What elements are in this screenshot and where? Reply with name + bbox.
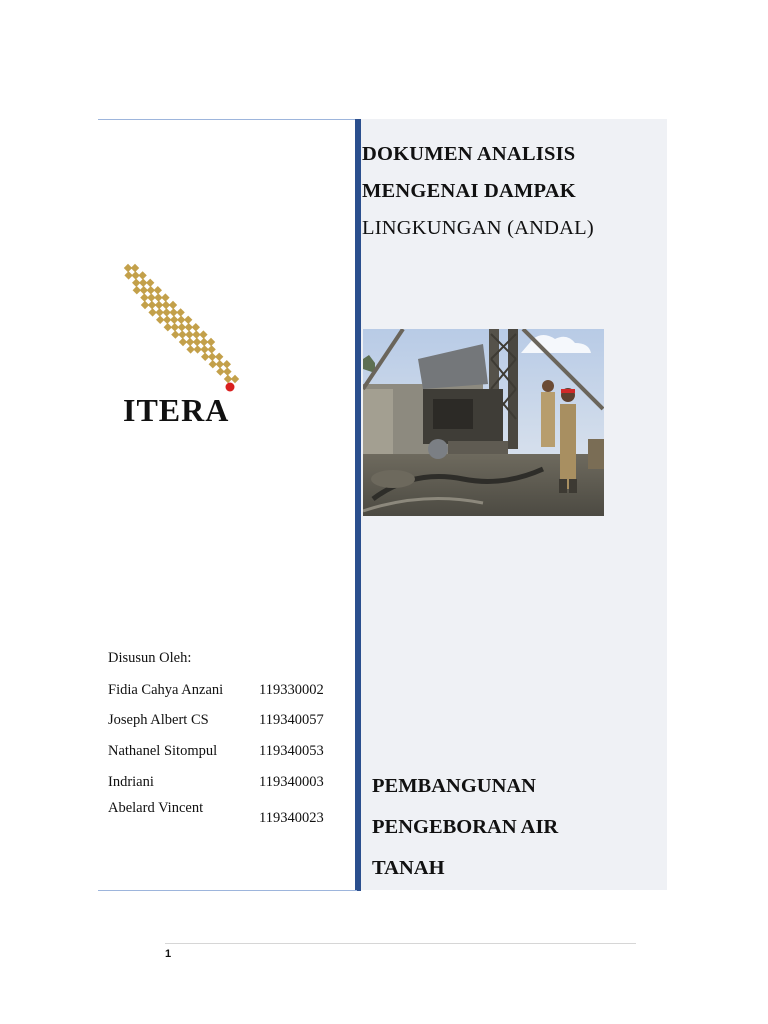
footer-rule: [165, 943, 636, 944]
author-id: 119340003: [259, 774, 324, 790]
logo-diamond: [192, 323, 200, 331]
subtitle-line-1: PEMBANGUNAN: [372, 775, 536, 797]
project-subtitle: [372, 766, 558, 889]
logo-diamond: [207, 338, 215, 346]
logo-diamond: [184, 316, 192, 324]
title-line-2: MENGENAI DAMPAK: [362, 180, 576, 202]
logo-diamond: [199, 330, 207, 338]
author-name: Fidia Cahya Anzani: [108, 682, 224, 698]
cover-bottom-rule: [98, 890, 357, 891]
subtitle-line-3: TANAH: [372, 857, 445, 879]
logo-diamond: [146, 279, 154, 287]
author-name: Indriani: [108, 774, 154, 790]
author-id: 119340057: [259, 712, 324, 728]
logo-diamond: [161, 293, 169, 301]
subtitle-line-2: PENGEBORAN AIR: [372, 816, 559, 838]
author-name: Nathanel Sitompul: [108, 743, 218, 759]
cover-top-rule: [98, 119, 357, 120]
logo-diamond: [215, 353, 223, 361]
logo-diamond: [231, 375, 239, 383]
title-line-3: LINGKUNGAN (ANDAL): [362, 217, 594, 239]
drilling-site-photo: [363, 329, 604, 516]
logo-diamond: [223, 360, 231, 368]
author-id: 119340023: [259, 810, 324, 826]
logo-diamond: [223, 367, 231, 375]
institution-name: ITERA: [123, 392, 230, 428]
logo-diamond: [207, 345, 215, 353]
logo-red-dot: [226, 383, 235, 392]
author-name: Joseph Albert CS: [108, 712, 209, 728]
authors-heading: Disusun Oleh:: [108, 650, 192, 666]
document-title: [362, 136, 662, 247]
itera-logo-icon: [120, 258, 240, 398]
author-id: 119330002: [259, 682, 324, 698]
page-number: 1: [165, 948, 172, 960]
author-id: 119340053: [259, 743, 324, 759]
author-name: Abelard Vincent: [108, 800, 204, 816]
accent-divider-bar: [355, 119, 361, 891]
logo-diamond: [169, 301, 177, 309]
logo-diamond: [176, 308, 184, 316]
logo-diamond: [131, 264, 139, 272]
title-line-1: DOKUMEN ANALISIS: [362, 143, 576, 165]
logo-diamond: [138, 271, 146, 279]
drilling-rig-image: [363, 329, 604, 516]
logo-diamond: [154, 286, 162, 294]
